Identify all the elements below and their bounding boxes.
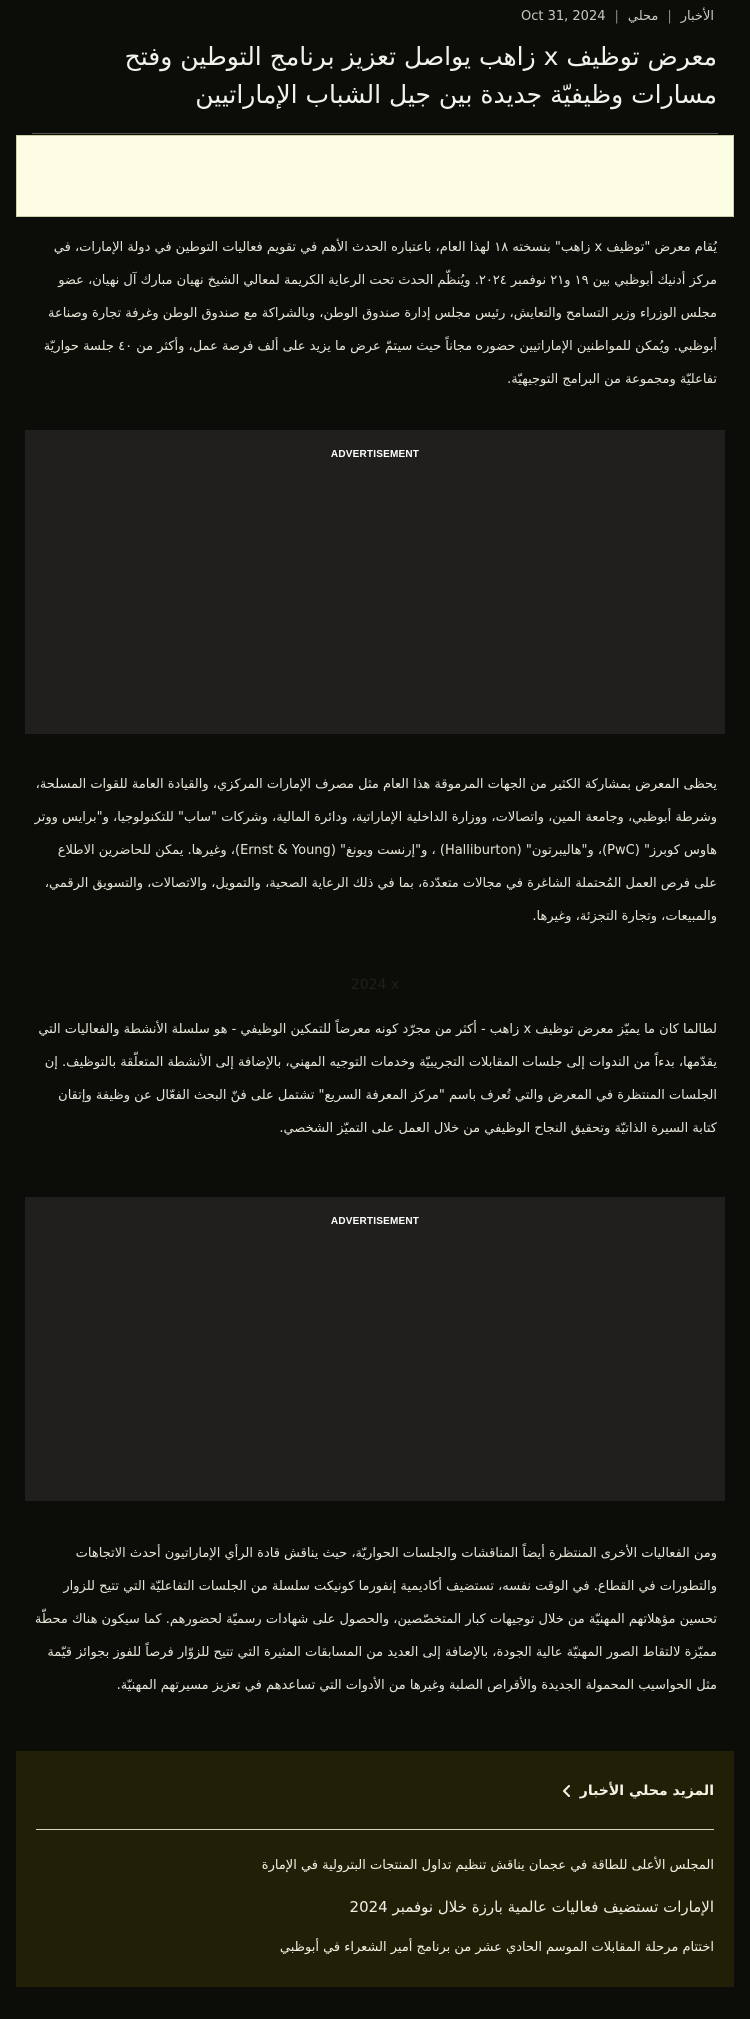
section-link[interactable]: الأخبار	[680, 8, 714, 24]
news-link[interactable]: الإمارات تستضيف فعاليات عالمية بارزة خلال نوفمبر 2024	[349, 1898, 714, 1916]
article-body	[0, 1007, 750, 1145]
advertisement-label: ADVERTISEMENT	[330, 449, 420, 460]
advertisement-slot[interactable]	[25, 430, 725, 734]
top-ad-banner[interactable]	[16, 135, 734, 217]
article-meta	[0, 0, 750, 32]
article-paragraph: لطالما كان ما يميّز معرض توظيف x زاهب - أكثر من مجرّد كونه معرضاً للتمكين الوظيفي - هو سلسلة الأنشطة والفعاليات التي يقدّمها، بدءاً من الندوات إلى جلسات المقابلات التجريبيّة وخدمات التوجيه المهني، بالإضافة إلى الأنشطة المتعلّقة بالتوظيف. إن الجلسات المنتظرة في المعرض والتي تُعرف باسم "مركز المعرفة السريع" تشتمل على فنّ البحث الفعّال عن وظيفة وإتقان كتابة السيرة الذاتيّة وتحقيق النجاح الوظيفي من خلال العمل على التميّز الشخصي.	[38, 1022, 717, 1136]
article-body	[0, 1501, 750, 1702]
article-body	[0, 217, 750, 396]
more-news-divider	[36, 1829, 714, 1830]
category-link[interactable]: محلي	[627, 8, 659, 24]
article-paragraph: ومن الفعاليات الأخرى المنتظرة أيضاً المناقشات والجلسات الحواريّة، حيث يناقش قادة الرأي الإماراتيون أحدث الاتجاهات والتطورات في القطاع. في الوقت نفسه، تستضيف أكاديمية إنفورما كونيكت سلسلة من الجلسات التفاعليّة التي تتيح للزوار تحسين مؤهلاتهم المهنيّة من خلال توجيهات كبار المتخصّصين، والحصول على شهادات رسميّة لحضورهم. كما سيكون هناك محطّة مميّزة لالتقاط الصور المهنيّة عالية الجودة، بالإضافة إلى العديد من المسابقات المثيرة التي تتيح للزوّار فرصاً للفوز بجوائز قيّمة مثل الحواسيب المحمولة الجديدة والأقراص الصلبة وغيرها من الأدوات التي تساعدهم في تعزيز مسيرتهم المهنيّة.	[34, 1546, 717, 1693]
news-link[interactable]: المجلس الأعلى للطاقة في عجمان يناقش تنظيم تداول المنتجات البترولية في الإمارة	[261, 1858, 714, 1873]
meta-separator: |	[667, 8, 672, 24]
title-divider	[32, 133, 718, 134]
article-paragraph: يحظى المعرض بمشاركة الكثير من الجهات المرموقة هذا العام مثل مصرف الإمارات المركزي، والقيادة العامة للقوات المسلحة، وشرطة أبوظبي، وجامعة المين، واتصالات، ووزارة الداخلية الإماراتية، ودائرة المالية، وشركات "ساب" للتكنولوجيا، و"برايس ووتر هاوس كوبرز" (PwC)، و"هاليبرتون" (Halliburton) ، و"إرنست ويونغ" (Ernst & Young)، وغيرها. يمكن للحاضرين الاطلاع على فرص العمل المُحتملة الشاغرة في مجالات متعدّدة، بما في ذلك الرعاية الصحية، والتمويل، والاتصالات، والتسويق الرقمي، والمبيعات، وتجارة التجزئة، وغيرها.	[34, 777, 717, 924]
more-news-heading[interactable]	[36, 1772, 714, 1810]
meta-separator: |	[614, 8, 619, 24]
news-link[interactable]: اختتام مرحلة المقابلات الموسم الحادي عشر من برنامج أمير الشعراء في أبوظبي	[279, 1940, 714, 1955]
article-paragraph: يُقام معرض "توظيف x زاهب" بنسخته ١٨ لهذا العام، باعتباره الحدث الأهم في تقويم فعاليات التوطين في دولة الإمارات، في مركز أدنيك أبوظبي بين ١٩ و٢١ نوفمبر ٢٠٢٤. ويُنظّم الحدث تحت الرعاية الكريمة لمعالي الشيخ نهيان مبارك آل نهيان، عضو مجلس الوزراء وزير التسامح والتعايش، رئيس مجلس إدارة صندوق الوطن، وبالشراكة مع صندوق الوطن وغرفة تجارة وصناعة أبوظبي. ويُمكن للمواطنين الإماراتيين حضوره مجاناً حيث سيتمّ عرض ما يزيد على ألف فرصة عمل، وأكثر من ٤٠ جلسة حواريّة تفاعليّة ومجموعة من البرامج التوجيهيّة.	[43, 240, 717, 387]
article-title: معرض توظيف x زاهب يواصل تعزيز برنامج التوطين وفتح مسارات وظيفيّة جديدة بين جيل الشباب الإماراتيين	[124, 42, 717, 109]
advertisement-slot[interactable]	[25, 1197, 725, 1501]
article-body	[0, 734, 750, 933]
faint-caption: 2024 x	[350, 977, 400, 993]
article-date: Oct 31, 2024	[520, 8, 606, 24]
advertisement-label: ADVERTISEMENT	[330, 1216, 420, 1227]
chevron-left-icon	[562, 1785, 571, 1797]
more-news-title: المزيد محلي الأخبار	[579, 1783, 714, 1799]
more-news-section	[16, 1751, 734, 1987]
